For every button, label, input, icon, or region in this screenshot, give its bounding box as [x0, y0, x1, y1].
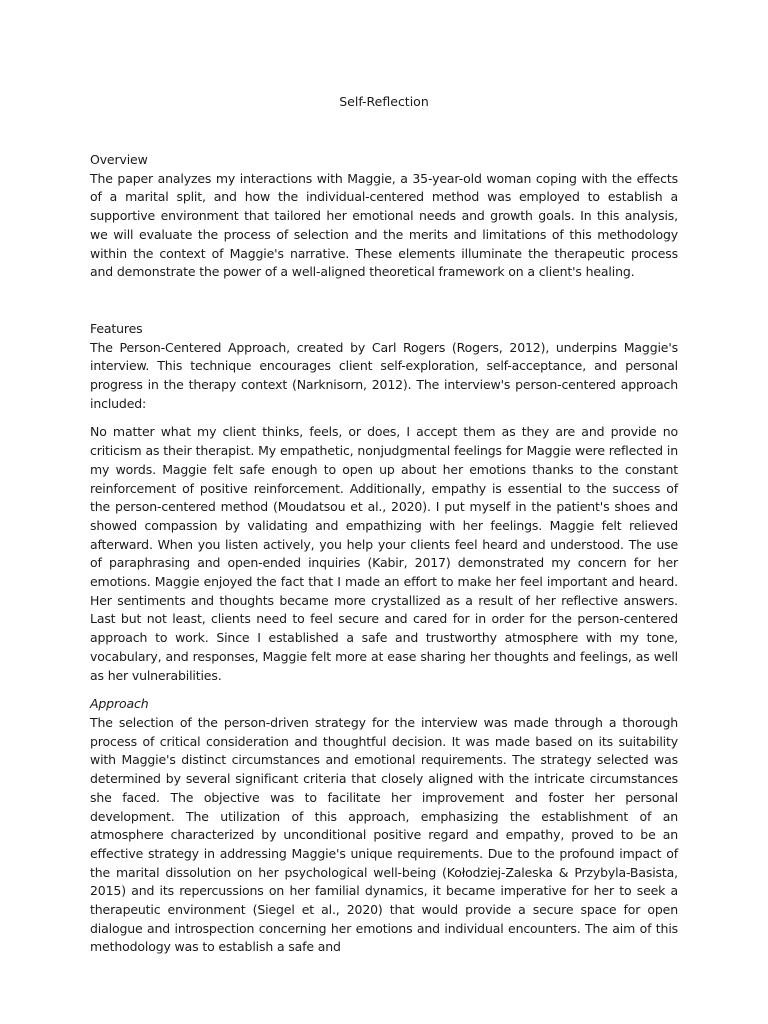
paragraph-overview: The paper analyzes my interactions with Maggie, a 35-year-old woman coping with the effects of a marital split, and how the individual-centered method was employed to establish a supportive environment that tailored her emotional needs and growth goals. In this analysis, we will evaluate the process of selection and the merits and limitations of this methodology within the context of Maggie's narrative. These elements illuminate the therapeutic process and demonstrate the power of a well-aligned theoretical framework on a client's healing. [90, 170, 678, 280]
document-body [90, 151, 678, 957]
document-title: Self-Reflection [339, 94, 429, 109]
section-heading-overview: Overview [90, 152, 148, 167]
section-heading-features: Features [90, 320, 143, 336]
section-heading-approach: Approach [90, 696, 149, 712]
paragraph-features-body: No matter what my client thinks, feels, or does, I accept them as they are and provide no criticism as their therapist. My empathetic, nonjudgmental feelings for Maggie were reflected in my words. Maggie felt safe enough to open up about her emotions thanks to the constant reinforcement of positive reinforcement. Additionally, empathy is essential to the success of the person-centered method (Moudatsou et al., 2020). I put myself in the patient's shoes and showed compassion by validating and empathizing with her feelings. Maggie felt relieved afterward. When you listen actively, you help your clients feel heard and understood. The use of paraphrasing and open-ended inquiries (Kabir, 2017) demonstrated my concern for her emotions. Maggie enjoyed the fact that I made an effort to make her feel important and heard. Her sentiments and thoughts became more crystallized as a result of her reflective answers. Last but not least, clients need to feel secure and cared for in order for the person-centered approach to work. Since I established a safe and trustworthy atmosphere with my tone, vocabulary, and responses, Maggie felt more at ease sharing her thoughts and feelings, as well as her vulnerabilities. [90, 424, 678, 683]
paragraph-approach: The selection of the person-driven strategy for the interview was made through a thorough process of critical consideration and thoughtful decision. It was made based on its suitability with Maggie's distinct circumstances and emotional requirements. The strategy selected was determined by several significant criteria that closely aligned with the intricate circumstances she faced. The objective was to facilitate her improvement and foster her personal development. The utilization of this approach, emphasizing the establishment of an atmosphere characterized by unconditional positive regard and empathy, proved to be an effective strategy in addressing Maggie's unique requirements. Due to the profound impact of the marital dissolution on her psychological well-being (Kołodziej-Zaleska & Przybyla-Basista, 2015) and its repercussions on her familial dynamics, it became imperative for her to seek a therapeutic environment (Siegel et al., 2020) that would provide a secure space for open dialogue and introspection concerning her emotions and individual encounters. The aim of this methodology was to establish a safe and [90, 714, 678, 955]
paragraph-features-intro: The Person-Centered Approach, created by Carl Rogers (Rogers, 2012), underpins Maggie's interview. This technique encourages client self-exploration, self-acceptance, and personal progress in the therapy context (Narknisorn, 2012). The interview's person-centered approach included: [90, 339, 678, 411]
